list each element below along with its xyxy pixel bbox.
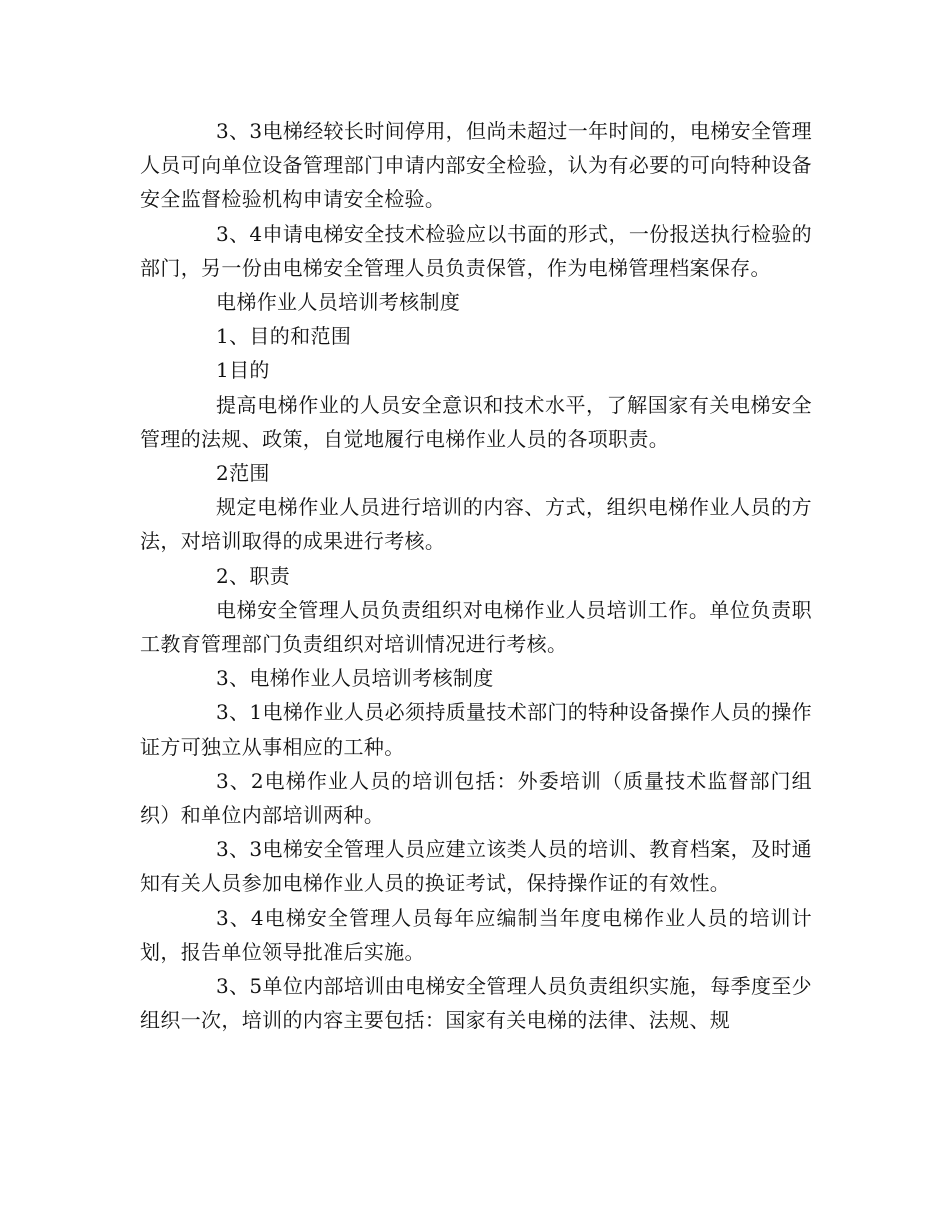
paragraph-3-3-stopped-elevator: 3、3电梯经较长时间停用，但尚未超过一年时间的，电梯安全管理人员可向单位设备管理部门申请内部安全检验，认为有必要的可向特种设备安全监督检验机构申请安全检验。 xyxy=(140,119,812,212)
heading-purpose-and-scope: 1、目的和范围 xyxy=(216,324,352,349)
paragraph-3-4-written-application: 3、4申请电梯安全技术检验应以书面的形式，一份报送执行检验的部门，另一份由电梯安全管理人员负责保管，作为电梯管理档案保存。 xyxy=(140,221,812,280)
document-body xyxy=(140,114,812,1037)
paragraph-3-4-annual-plan: 3、4电梯安全管理人员每年应编制当年度电梯作业人员的培训计划，报告单位领导批准后实施。 xyxy=(140,905,812,964)
paragraph-purpose: 提高电梯作业的人员安全意识和技术水平，了解国家有关电梯安全管理的法规、政策，自觉地履行电梯作业人员的各项职责。 xyxy=(140,392,812,451)
paragraph-responsibilities: 电梯安全管理人员负责组织对电梯作业人员培训工作。单位负责职工教育管理部门负责组织对培训情况进行考核。 xyxy=(140,597,812,657)
heading-purpose: 1目的 xyxy=(216,358,270,383)
heading-training-assessment-system: 3、电梯作业人员培训考核制度 xyxy=(216,666,494,691)
section-title-training-system: 电梯作业人员培训考核制度 xyxy=(216,290,461,315)
paragraph-3-1-certificate: 3、1电梯作业人员必须持质量技术部门的特种设备操作人员的操作证方可独立从事相应的工种。 xyxy=(140,700,812,759)
heading-responsibilities: 2、职责 xyxy=(216,563,291,588)
heading-scope: 2范围 xyxy=(216,461,270,486)
paragraph-3-5-internal-training: 3、5单位内部培训由电梯安全管理人员负责组织实施，每季度至少组织一次，培训的内容主要包括：国家有关电梯的法律、法规、规 xyxy=(140,974,812,1033)
paragraph-scope: 规定电梯作业人员进行培训的内容、方式，组织电梯作业人员的方法，对培训取得的成果进行考核。 xyxy=(140,495,812,554)
paragraph-3-3-training-records: 3、3电梯安全管理人员应建立该类人员的培训、教育档案，及时通知有关人员参加电梯作业人员的换证考试，保持操作证的有效性。 xyxy=(140,837,812,896)
paragraph-3-2-training-types: 3、2电梯作业人员的培训包括：外委培训（质量技术监督部门组织）和单位内部培训两种。 xyxy=(140,768,812,828)
